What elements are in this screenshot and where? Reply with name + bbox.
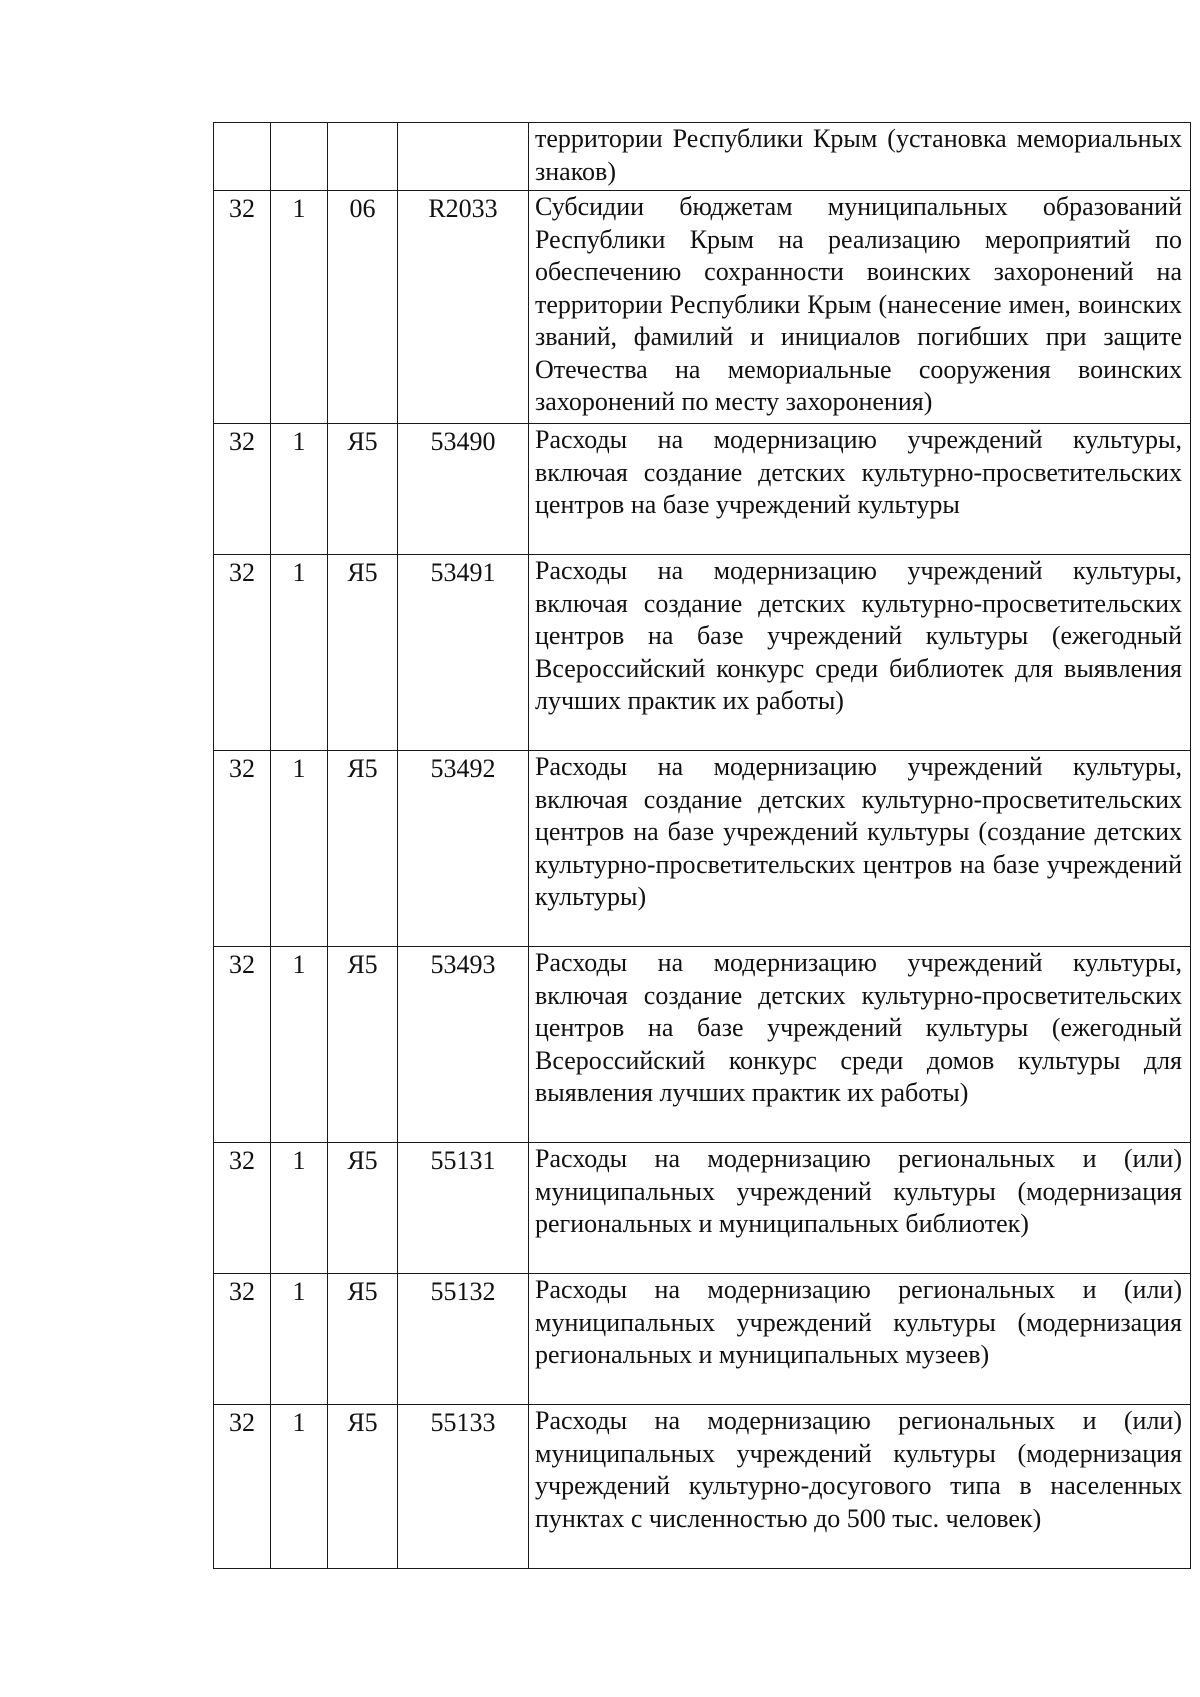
cell-description: Субсидии бюджетам муниципальных образований Республики Крым на реализацию мероприятий по обеспечению сохранности воинских захоронений на территории Республики Крым (нанесение имен, воинских званий, фамилий и инициалов погибших при защите Отечества на мемориальные сооружения воинских захоронений по месту захоронения) (529, 191, 1191, 424)
table-row (214, 1274, 1191, 1405)
cell-code-4: 55131 (398, 1143, 529, 1274)
cell-description: Расходы на модернизацию учреждений культуры, включая создание детских культурно-просветительских центров на базе учреждений культуры (ежегодный Всероссийский конкурс среди библиотек для выявления лучших практик их работы) (529, 555, 1191, 751)
table-row (214, 191, 1191, 424)
cell-description: Расходы на модернизацию региональных и (или) муниципальных учреждений культуры (модернизация региональных и муниципальных библиотек) (529, 1143, 1191, 1274)
cell-code-3: Я5 (328, 555, 398, 751)
cell-code-2: 1 (271, 191, 328, 424)
cell-code-1: 32 (214, 947, 271, 1143)
cell-code-4: 55132 (398, 1274, 529, 1405)
table-row (214, 751, 1191, 947)
cell-code-1: 32 (214, 555, 271, 751)
cell-code-1: 32 (214, 1143, 271, 1274)
cell-description: Расходы на модернизацию учреждений культуры, включая создание детских культурно-просветительских центров на базе учреждений культуры (создание детских культурно-просветительских центров на базе учреждений культуры) (529, 751, 1191, 947)
cell-code-4: 55133 (398, 1405, 529, 1569)
table-row (214, 1405, 1191, 1569)
cell-description: Расходы на модернизацию региональных и (или) муниципальных учреждений культуры (модернизация учреждений культурно-досугового типа в населенных пунктах с численностью до 500 тыс. человек) (529, 1405, 1191, 1569)
cell-code-1 (214, 123, 271, 191)
budget-classification-table (213, 122, 1191, 1569)
cell-code-2: 1 (271, 555, 328, 751)
cell-code-4: 53492 (398, 751, 529, 947)
cell-code-3: 06 (328, 191, 398, 424)
cell-code-3: Я5 (328, 751, 398, 947)
cell-code-2: 1 (271, 751, 328, 947)
table-row (214, 424, 1191, 555)
cell-code-3: Я5 (328, 947, 398, 1143)
cell-code-2: 1 (271, 1405, 328, 1569)
cell-code-2 (271, 123, 328, 191)
cell-code-2: 1 (271, 947, 328, 1143)
cell-code-3: Я5 (328, 1274, 398, 1405)
cell-code-2: 1 (271, 1274, 328, 1405)
cell-code-2: 1 (271, 1143, 328, 1274)
cell-code-4: 53490 (398, 424, 529, 555)
cell-description: Расходы на модернизацию учреждений культуры, включая создание детских культурно-просветительских центров на базе учреждений культуры (529, 424, 1191, 555)
cell-code-3: Я5 (328, 1143, 398, 1274)
cell-code-1: 32 (214, 424, 271, 555)
cell-description: территории Республики Крым (установка мемориальных знаков) (529, 123, 1191, 191)
cell-code-2: 1 (271, 424, 328, 555)
cell-code-1: 32 (214, 1405, 271, 1569)
table-row (214, 947, 1191, 1143)
cell-code-3: Я5 (328, 424, 398, 555)
cell-code-3 (328, 123, 398, 191)
cell-code-3: Я5 (328, 1405, 398, 1569)
cell-code-1: 32 (214, 751, 271, 947)
cell-description: Расходы на модернизацию региональных и (или) муниципальных учреждений культуры (модернизация региональных и муниципальных музеев) (529, 1274, 1191, 1405)
cell-code-4: 53491 (398, 555, 529, 751)
table-row (214, 555, 1191, 751)
table-row (214, 123, 1191, 191)
cell-description: Расходы на модернизацию учреждений культуры, включая создание детских культурно-просветительских центров на базе учреждений культуры (ежегодный Всероссийский конкурс среди домов культуры для выявления лучших практик их работы) (529, 947, 1191, 1143)
cell-code-4: R2033 (398, 191, 529, 424)
cell-code-4: 53493 (398, 947, 529, 1143)
cell-code-1: 32 (214, 1274, 271, 1405)
table-row (214, 1143, 1191, 1274)
cell-code-4 (398, 123, 529, 191)
cell-code-1: 32 (214, 191, 271, 424)
